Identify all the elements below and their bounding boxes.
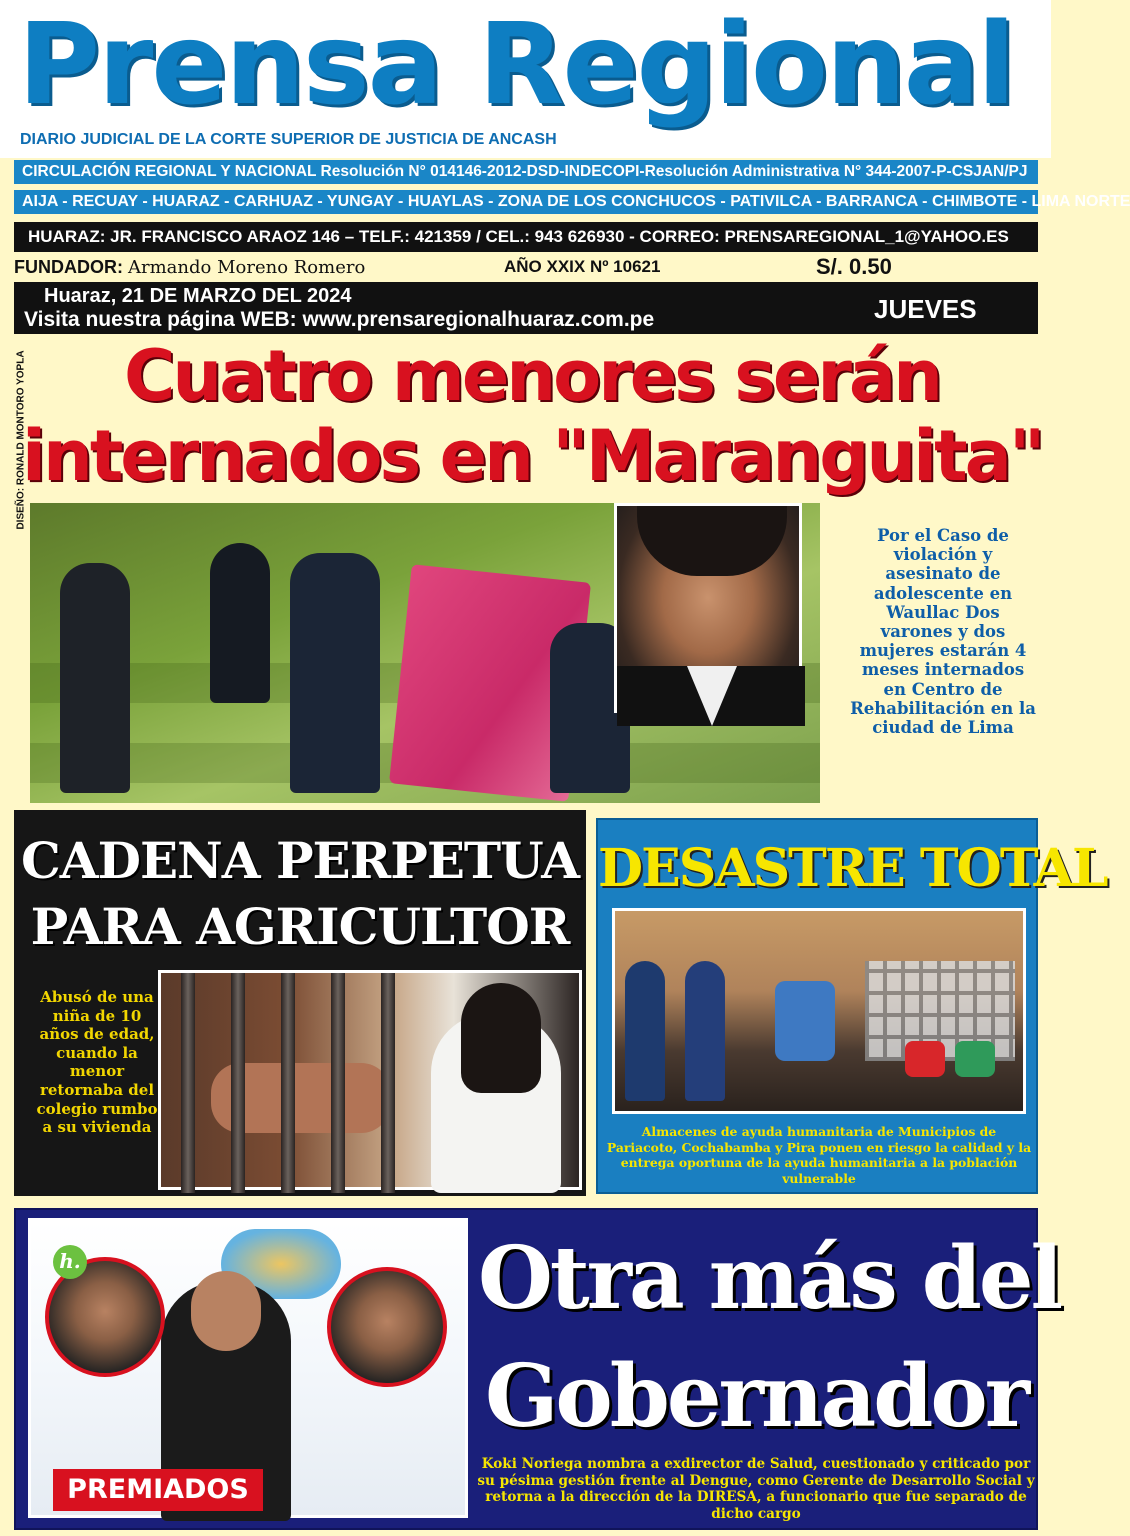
photo-bar — [231, 973, 245, 1193]
issue-date: Huaraz, 21 DE MARZO DEL 2024 — [44, 285, 352, 307]
story-gobernador[interactable] — [14, 1208, 1061, 1530]
story-title-line2: PARA AGRICULTOR — [30, 897, 570, 956]
story-desastre-total[interactable] — [596, 818, 1107, 1194]
price: S/. 0.50 — [816, 254, 892, 279]
main-headline[interactable] — [22, 336, 1042, 500]
date-band — [14, 282, 1038, 334]
circulation-band: CIRCULACIÓN REGIONAL Y NACIONAL Resolución N° 014146-2012-DSD-INDECOPI-Resolución Administrativa N° 344-2007-P-CSJAN/PJ — [14, 160, 1038, 184]
story-title — [14, 828, 586, 978]
story-photo[interactable] — [28, 1218, 468, 1518]
photo-person — [625, 961, 665, 1101]
founder-row — [14, 254, 1038, 280]
story-photo[interactable] — [158, 970, 582, 1190]
photo-bucket — [905, 1041, 945, 1077]
photo-person — [290, 553, 380, 793]
newspaper-subtitle: DIARIO JUDICIAL DE LA CORTE SUPERIOR DE JUSTICIA DE ANCASH — [20, 131, 557, 148]
weekday: JUEVES — [874, 294, 977, 324]
story-summary: Koki Noriega nombra a exdirector de Salud, cuestionado y criticado por su pésima gestión frente al Dengue, como Gerente de Desarrollo Social y retorna a la dirección de la DIRESA, a funcionario que fue separado de dicho cargo — [477, 1456, 1035, 1522]
photo-bucket — [955, 1041, 995, 1077]
story-title — [478, 1220, 1061, 1468]
regions-band: AIJA - RECUAY - HUARAZ - CARHUAZ - YUNGAY - HUAYLAS - ZONA DE LOS CONCHUCOS - PATIVILCA - BARRANCA - CHIMBOTE - LIMA NORTE — [14, 190, 1038, 214]
newspaper-logo: Prensa Regional — [18, 0, 1014, 130]
photo-bar — [381, 973, 395, 1193]
h-badge-icon: h. — [53, 1245, 87, 1279]
portrait-hair — [637, 506, 787, 576]
photo-bar — [181, 973, 195, 1193]
founder-label: FUNDADOR: — [14, 257, 123, 277]
story-summary: Abusó de una niña de 10 años de edad, cuando la menor retornaba del colegio rumbo a su vivienda — [36, 988, 158, 1137]
story-title: DESASTRE TOTAL — [598, 838, 1107, 899]
website-link[interactable]: Visita nuestra página WEB: www.prensaregionalhuaraz.com.pe — [24, 308, 655, 331]
founder — [14, 254, 484, 280]
story-title-line2: Gobernador — [484, 1346, 1028, 1447]
story-title-line1: CADENA PERPETUA — [21, 831, 579, 890]
photo-person — [210, 543, 270, 703]
photo-speaker-face — [191, 1271, 261, 1351]
photo-water-tank — [775, 981, 835, 1061]
story-photo[interactable] — [612, 908, 1026, 1114]
inset-portrait[interactable] — [614, 503, 802, 713]
design-credit-text: DISEÑO: RONALD MONTORO YOPLA — [15, 350, 27, 530]
main-headline-line1: Cuatro menores serán — [124, 335, 940, 417]
masthead — [0, 0, 1051, 158]
photo-bar — [331, 973, 345, 1193]
main-headline-line2: internados en "Maranguita" — [22, 415, 1043, 497]
photo-person — [685, 961, 725, 1101]
photo-person — [60, 563, 130, 793]
premiados-tag: PREMIADOS — [53, 1469, 263, 1511]
contact-strip: HUARAZ: JR. FRANCISCO ARAOZ 146 – TELF.: 421359 / CEL.: 943 626930 - CORREO: PRENSAREGIONAL_1@YAHOO.ES — [14, 222, 1038, 252]
photo-girl-hair — [461, 983, 541, 1093]
issue-number: AÑO XXIX Nº 10621 — [504, 257, 661, 276]
portrait-circle-right — [327, 1267, 447, 1387]
photo-bar — [281, 973, 295, 1193]
story-cadena-perpetua[interactable] — [14, 810, 586, 1196]
story-summary: Almacenes de ayuda humanitaria de Municipios de Pariacoto, Cochabamba y Pira ponen en riesgo la calidad y la entrega oportuna de la ayuda humanitaria a la población vulnerable — [606, 1124, 1032, 1186]
lead-summary: Por el Caso de violación y asesinato de adolescente en Waullac Dos varones y dos mujeres estarán 4 meses internados en Centro de Rehabilitación en la ciudad de Lima — [850, 526, 1036, 738]
story-title-line1: Otra más del — [478, 1228, 1061, 1329]
founder-name: Armando Moreno Romero — [128, 257, 366, 278]
